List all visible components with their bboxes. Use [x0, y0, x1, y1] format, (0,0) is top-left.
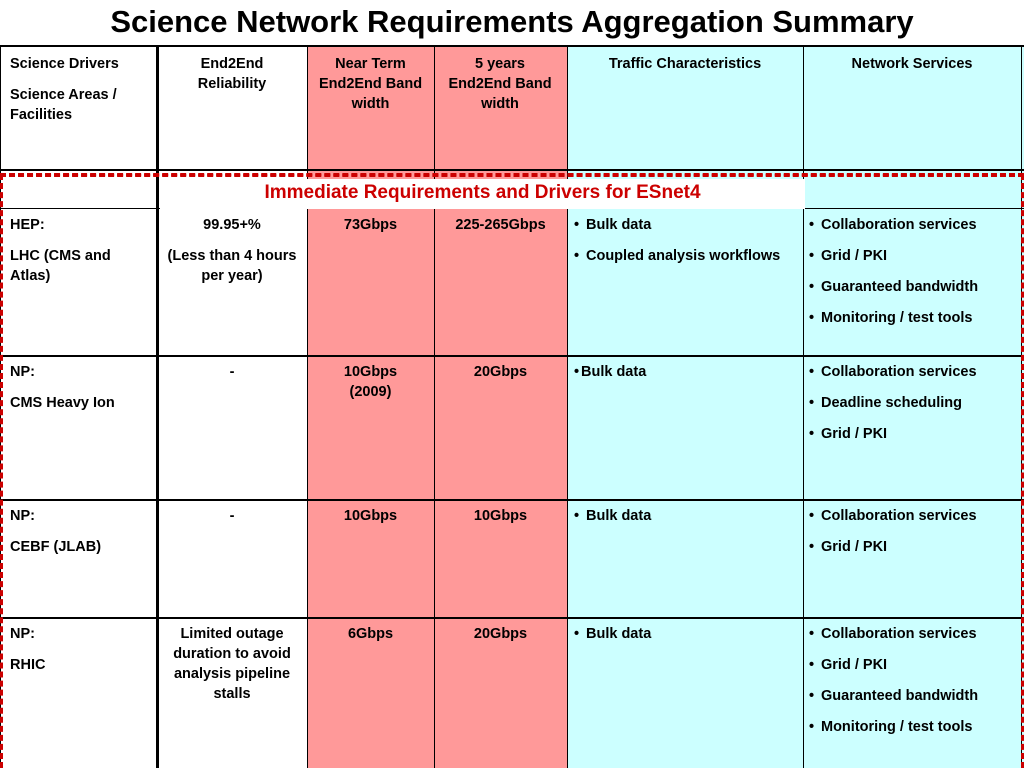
row-2-area	[10, 362, 150, 424]
row-1-traffic	[574, 215, 794, 277]
header-five-years: 5 years End2End Band width	[448, 56, 552, 112]
row-3-traffic	[574, 506, 794, 537]
row-area-label: HEP:	[10, 217, 45, 233]
service-item: • Grid / PKI	[809, 537, 1021, 557]
traffic-item: • Bulk data	[574, 362, 794, 382]
row-4-near-term: 6Gbps	[347, 626, 394, 642]
row-4-area	[10, 624, 150, 686]
row-3-reliability: -	[229, 508, 235, 524]
row-4-five-years: 20Gbps	[473, 626, 528, 642]
service-item: • Monitoring / test tools	[809, 308, 1021, 328]
header-science-drivers-label: Science Drivers	[10, 56, 119, 72]
header-science-drivers	[10, 54, 150, 136]
service-item: • Guaranteed bandwidth	[809, 277, 1021, 297]
band-label: Immediate Requirements and Drivers for ESnet4	[264, 182, 701, 203]
row-area-label: NP:	[10, 508, 35, 524]
service-item: • Grid / PKI	[809, 655, 1021, 675]
header-traffic: Traffic Characteristics	[608, 56, 762, 72]
traffic-item: • Bulk data	[574, 624, 794, 644]
reliability-note: (Less than 4 hours per year)	[167, 248, 297, 284]
header-science-areas-label: Science Areas / Facilities	[10, 87, 117, 123]
row-3-services	[809, 506, 1021, 568]
row-2-traffic	[574, 362, 794, 393]
reliability-value: 99.95+%	[203, 217, 261, 233]
row-3-area	[10, 506, 150, 568]
row-facility-label: LHC (CMS and Atlas)	[10, 248, 111, 284]
row-2-five-years: 20Gbps	[473, 364, 528, 380]
service-item: • Grid / PKI	[809, 424, 1021, 444]
row-2-services	[809, 362, 1021, 455]
service-item: • Collaboration services	[809, 362, 1021, 382]
row-1-near-term: 73Gbps	[343, 217, 398, 233]
row-3-near-term: 10Gbps	[343, 508, 398, 524]
service-item: • Monitoring / test tools	[809, 717, 1021, 737]
row-1-area	[10, 215, 150, 297]
service-item: • Collaboration services	[809, 624, 1021, 644]
header-reliability: End2End Reliability	[197, 56, 267, 92]
row-4-reliability: Limited outage duration to avoid analysis pipeline stalls	[173, 626, 291, 702]
row-area-label: NP:	[10, 626, 35, 642]
service-item: • Collaboration services	[809, 215, 1021, 235]
row-facility-label: CEBF (JLAB)	[10, 539, 102, 555]
row-area-label: NP:	[10, 364, 35, 380]
row-facility-label: RHIC	[10, 657, 46, 673]
header-services: Network Services	[851, 56, 973, 72]
service-item: • Guaranteed bandwidth	[809, 686, 1021, 706]
traffic-item: • Bulk data	[574, 506, 794, 526]
row-1-reliability	[165, 215, 299, 297]
row-2-reliability: -	[229, 364, 235, 380]
header-near-term: Near Term End2End Band width	[318, 56, 423, 112]
row-1-services	[809, 215, 1021, 339]
service-item: • Collaboration services	[809, 506, 1021, 526]
traffic-item: • Bulk data	[574, 215, 794, 235]
row-4-traffic	[574, 624, 794, 655]
row-3-five-years: 10Gbps	[473, 508, 528, 524]
row-facility-label: CMS Heavy Ion	[10, 395, 115, 411]
page-title: Science Network Requirements Aggregation Summary	[110, 4, 914, 39]
service-item: • Grid / PKI	[809, 246, 1021, 266]
row-2-near-term: 10Gbps (2009)	[343, 364, 398, 400]
row-1-five-years: 225-265Gbps	[455, 217, 546, 233]
service-item: • Deadline scheduling	[809, 393, 1021, 413]
traffic-item: • Coupled analysis workflows	[574, 246, 794, 266]
row-4-services	[809, 624, 1021, 748]
